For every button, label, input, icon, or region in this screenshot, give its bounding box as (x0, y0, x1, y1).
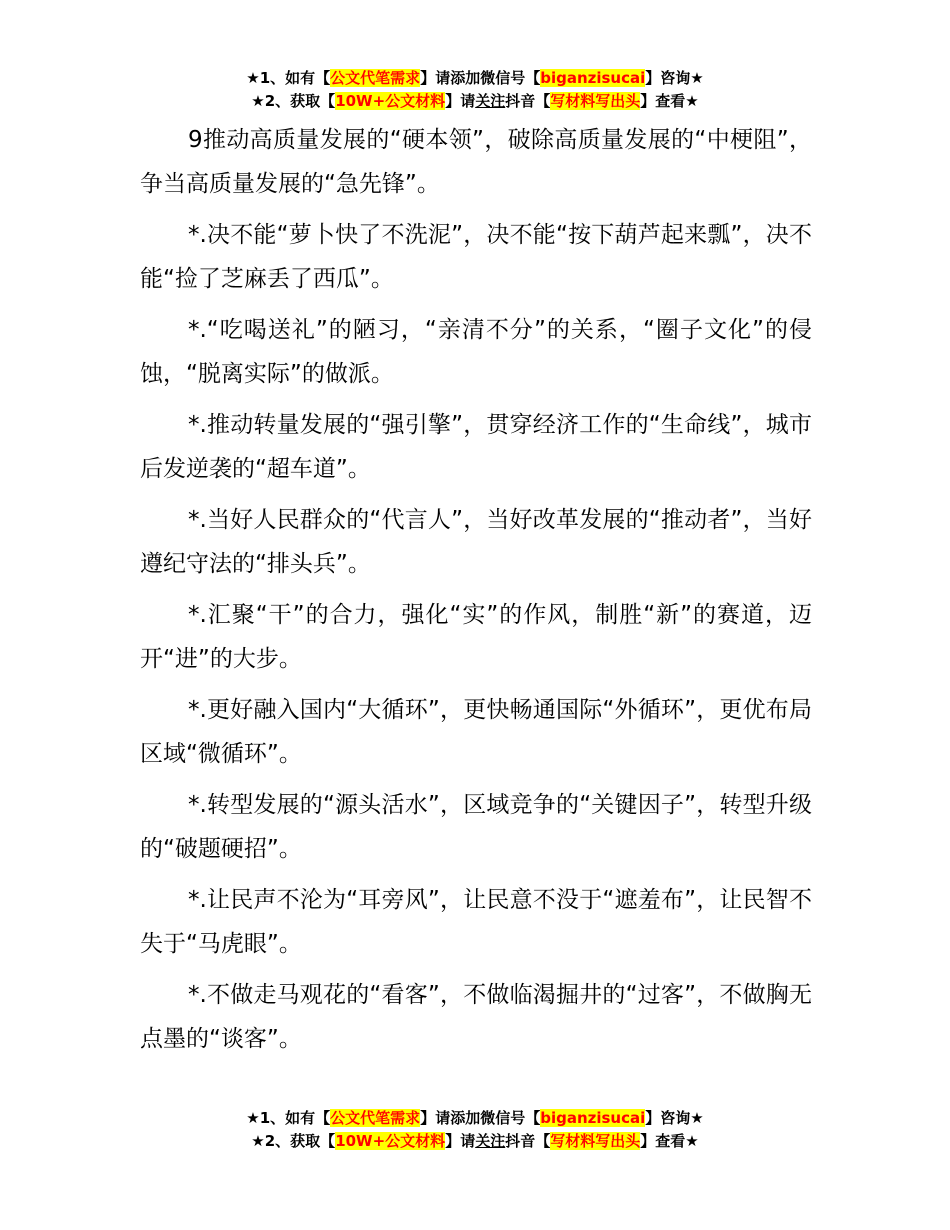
banner-line2-suffix: 】查看★ (640, 1132, 699, 1150)
highlight-wechat-id: biganzisucai (540, 1109, 646, 1127)
banner-line1-suffix: 】咨询★ (645, 1109, 704, 1127)
banner-line2-suffix: 】查看★ (640, 92, 699, 110)
paragraph: *.转型发展的“源头活水”，区域竞争的“关键因子”，转型升级的“破题硬招”。 (140, 792, 812, 862)
banner-line2-follow: 关注 (475, 92, 506, 110)
banner-line-1 (0, 67, 950, 90)
header-banner (0, 67, 950, 113)
paragraph: *.汇聚“干”的合力，强化“实”的作风，制胜“新”的赛道，迈开“进”的大步。 (140, 602, 812, 672)
banner-line2-middle-a: 】请 (445, 1132, 476, 1150)
document-body (140, 118, 812, 1068)
banner-line2-middle-b: 抖音【 (505, 1132, 551, 1150)
footer-banner (0, 1107, 950, 1153)
banner-line1-prefix: ★1、如有【 (246, 69, 331, 87)
paragraph: *.不做走马观花的“看客”，不做临渴掘井的“过客”，不做胸无点墨的“谈客”。 (140, 982, 812, 1052)
paragraph: *.当好人民群众的“代言人”，当好改革发展的“推动者”，当好遵纪守法的“排头兵”。 (140, 507, 812, 577)
paragraph: *.决不能“萝卜快了不洗泥”，决不能“按下葫芦起来瓢”，决不能“捡了芝麻丢了西瓜”。 (140, 222, 812, 292)
paragraph: *.让民声不沦为“耳旁风”，让民意不没于“遮羞布”，让民智不失于“马虎眼”。 (140, 887, 812, 957)
banner-line1-suffix: 】咨询★ (645, 69, 704, 87)
banner-line1-prefix: ★1、如有【 (246, 1109, 331, 1127)
banner-line2-middle-b: 抖音【 (505, 92, 551, 110)
highlight-materials: 10W+公文材料 (335, 1132, 446, 1150)
highlight-materials: 10W+公文材料 (335, 92, 446, 110)
banner-line-2 (0, 90, 950, 113)
highlight-ghostwriting: 公文代笔需求 (330, 69, 421, 87)
banner-line2-prefix: ★2、获取【 (251, 1132, 336, 1150)
banner-line1-middle: 】请添加微信号【 (420, 69, 541, 87)
paragraph: *.“吃喝送礼”的陋习，“亲清不分”的关系，“圈子文化”的侵蚀，“脱离实际”的做派。 (140, 317, 812, 387)
banner-line2-follow: 关注 (475, 1132, 506, 1150)
highlight-douyin-account: 写材料写出头 (550, 1132, 641, 1150)
paragraph: *.推动转量发展的“强引擎”，贯穿经济工作的“生命线”，城市后发逆袭的“超车道”。 (140, 412, 812, 482)
banner-line2-middle-a: 】请 (445, 92, 476, 110)
banner-line2-prefix: ★2、获取【 (251, 92, 336, 110)
highlight-wechat-id: biganzisucai (540, 69, 646, 87)
banner-line-2 (0, 1130, 950, 1153)
banner-line-1 (0, 1107, 950, 1130)
paragraph: 9推动高质量发展的“硬本领”，破除高质量发展的“中梗阻”，争当高质量发展的“急先锋”。 (140, 127, 812, 197)
banner-line1-middle: 】请添加微信号【 (420, 1109, 541, 1127)
highlight-douyin-account: 写材料写出头 (550, 92, 641, 110)
paragraph: *.更好融入国内“大循环”，更快畅通国际“外循环”，更优布局区域“微循环”。 (140, 697, 812, 767)
highlight-ghostwriting: 公文代笔需求 (330, 1109, 421, 1127)
